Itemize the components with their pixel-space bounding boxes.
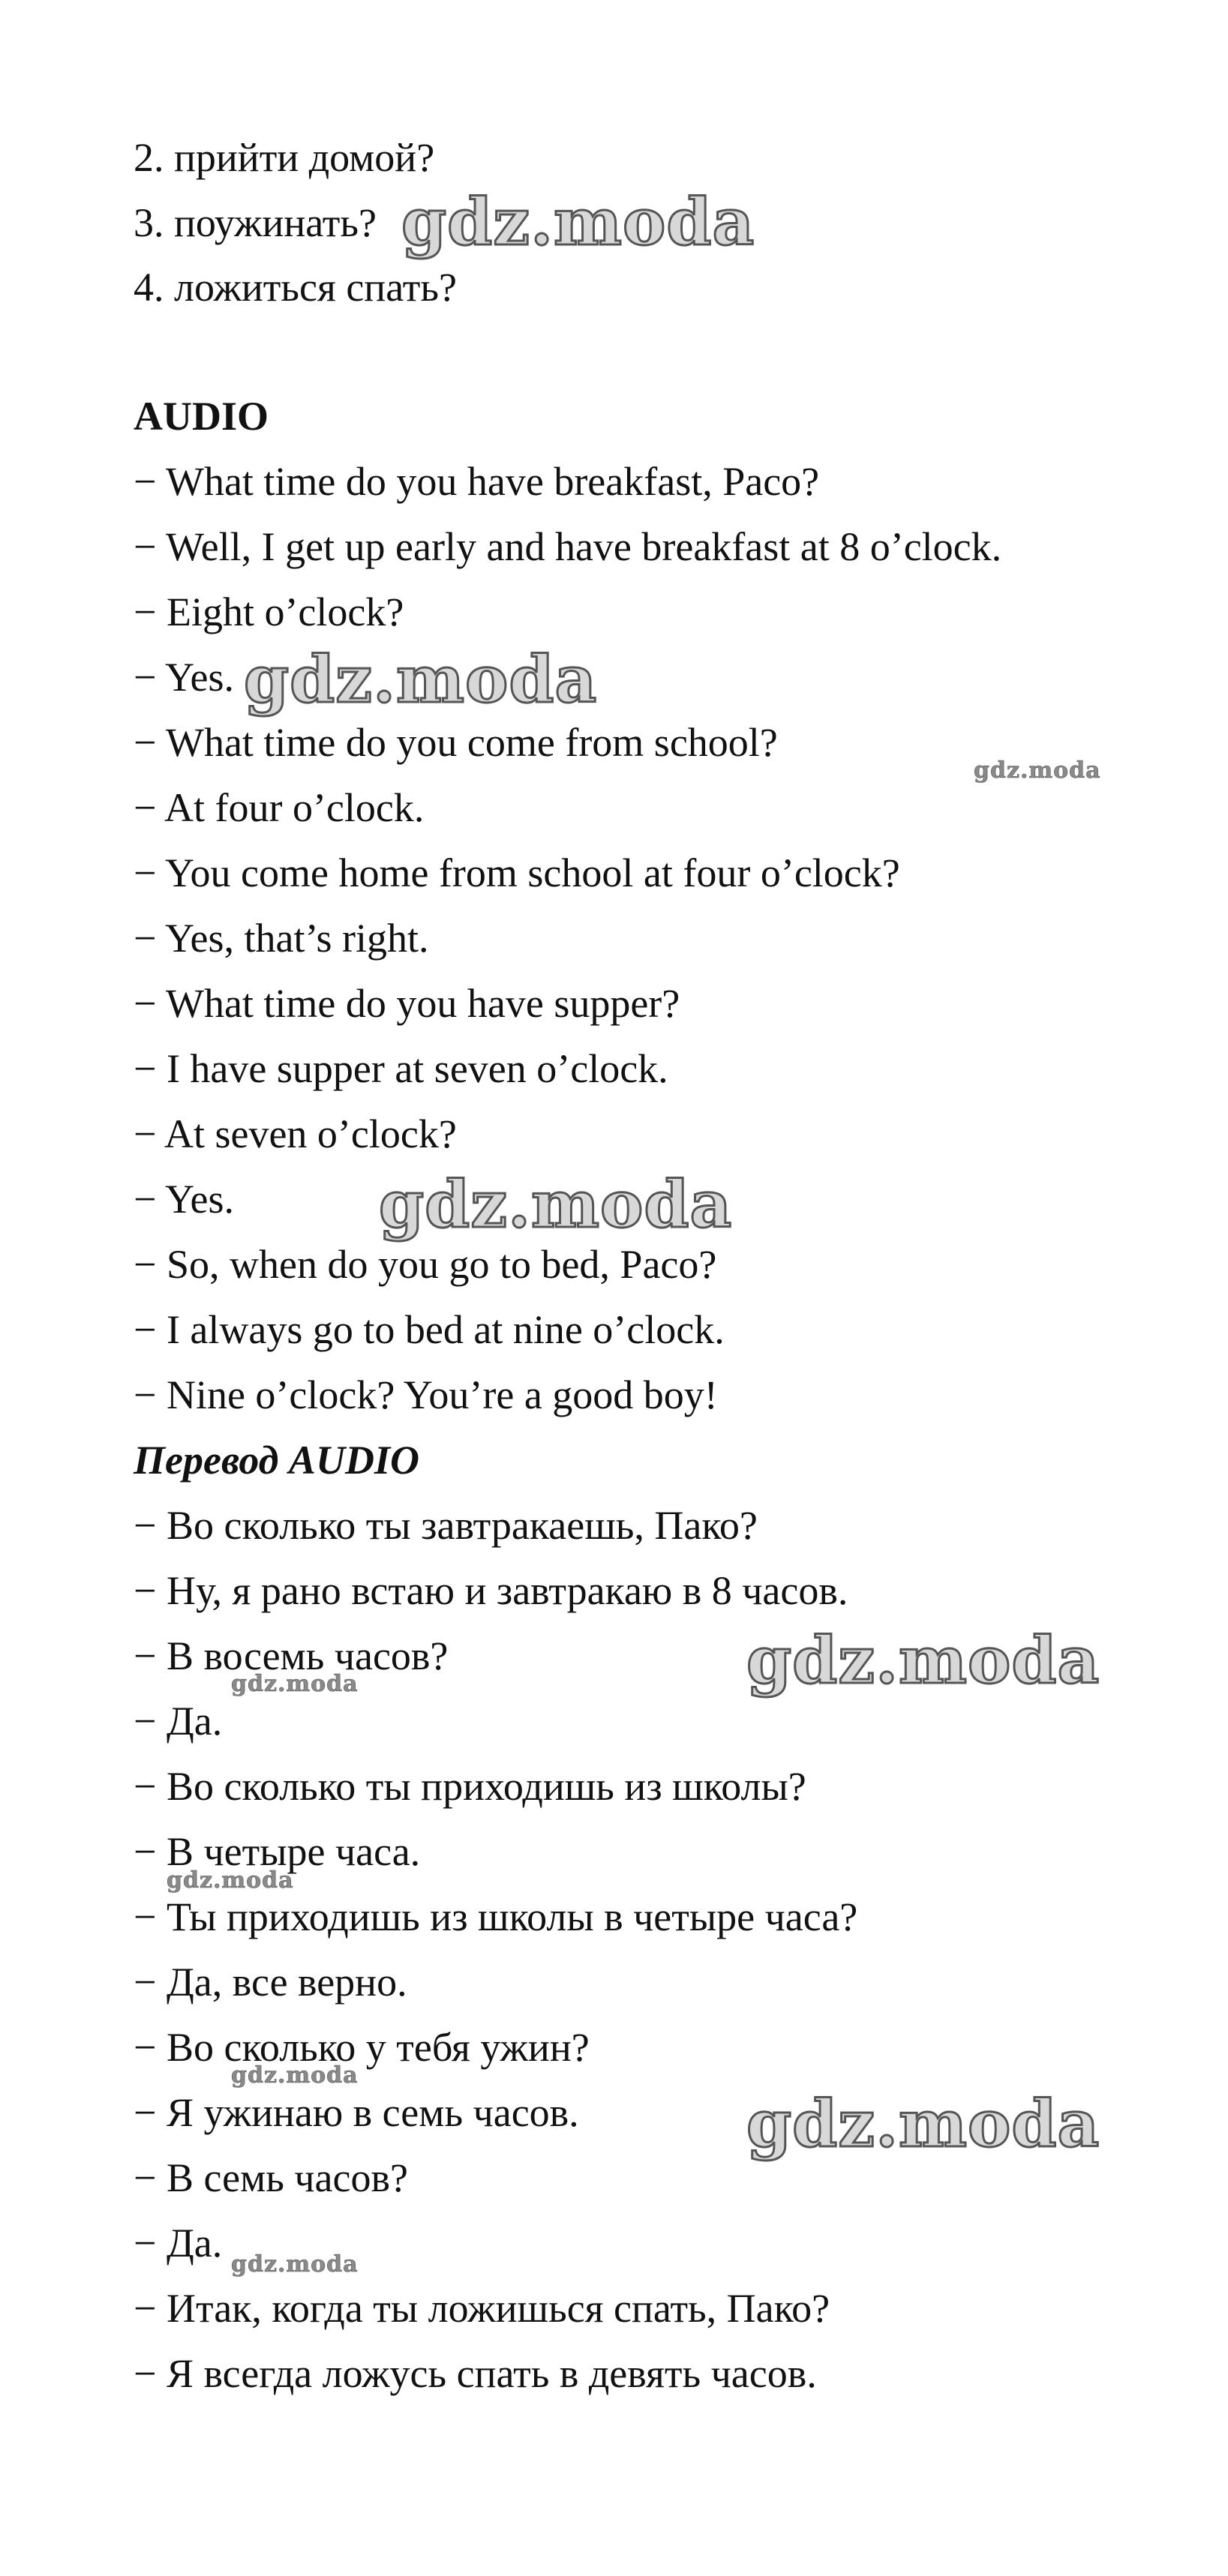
audio-line: − At four o’clock.	[134, 785, 425, 830]
watermark: gdz.moda	[746, 2086, 1100, 2162]
audio-line: − Nine o’clock? You’re a good boy!	[134, 1372, 718, 1417]
audio-line: − What time do you come from school?	[134, 720, 778, 765]
translation-line: − Во сколько ты приходишь из школы?	[134, 1764, 806, 1809]
question-line: 4. ложиться спать?	[134, 265, 457, 310]
watermark: gdz.moda	[231, 2251, 359, 2278]
watermark: gdz.moda	[231, 1671, 359, 1697]
translation-line: − Во сколько у тебя ужин?	[134, 2025, 590, 2070]
audio-line: − Yes.	[134, 655, 235, 700]
translation-line: − Да, все верно.	[134, 1960, 407, 2005]
translation-line: − Итак, когда ты ложишься спать, Пако?	[134, 2286, 830, 2331]
watermark: gdz.moda	[974, 757, 1101, 784]
audio-heading: AUDIO	[134, 394, 269, 439]
translation-line: − Ну, я рано встаю и завтракаю в 8 часов.	[134, 1568, 848, 1613]
audio-line: − So, when do you go to bed, Paco?	[134, 1242, 717, 1287]
translation-line: − Да.	[134, 2221, 223, 2266]
audio-line: − At seven o’clock?	[134, 1111, 457, 1156]
translation-line: − В семь часов?	[134, 2155, 408, 2200]
audio-line: − I have supper at seven o’clock.	[134, 1046, 668, 1091]
audio-line: − You come home from school at four o’clock?	[134, 850, 900, 895]
watermark: gdz.moda	[746, 1623, 1100, 1699]
question-line: 3. поужинать?	[134, 200, 377, 245]
translation-line: − В четыре часа.	[134, 1829, 421, 1874]
audio-line: − What time do you have supper?	[134, 981, 680, 1026]
question-line: 2. прийти домой?	[134, 135, 435, 180]
translation-line: − Я всегда ложусь спать в девять часов.	[134, 2351, 817, 2396]
audio-line: − Yes.	[134, 1177, 235, 1222]
audio-line: − Well, I get up early and have breakfast at 8 o’clock.	[134, 524, 1002, 569]
translation-line: − Я ужинаю в семь часов.	[134, 2090, 579, 2135]
audio-line: − Yes, that’s right.	[134, 916, 429, 961]
translation-heading: Перевод AUDIO	[134, 1438, 419, 1483]
audio-line: − What time do you have breakfast, Paco?	[134, 459, 820, 504]
audio-line: − Eight o’clock?	[134, 589, 404, 634]
watermark: gdz.moda	[379, 1167, 733, 1243]
watermark: gdz.moda	[231, 2062, 359, 2089]
translation-line: − Ты приходишь из школы в четыре часа?	[134, 1894, 858, 1939]
watermark: gdz.moda	[167, 1867, 294, 1894]
translation-line: − Да.	[134, 1699, 223, 1744]
watermark: gdz.moda	[244, 642, 598, 718]
translation-line: − В восемь часов?	[134, 1633, 449, 1678]
watermark: gdz.moda	[401, 184, 755, 260]
audio-line: − I always go to bed at nine o’clock.	[134, 1307, 725, 1352]
translation-line: − Во сколько ты завтракаешь, Пако?	[134, 1503, 758, 1548]
